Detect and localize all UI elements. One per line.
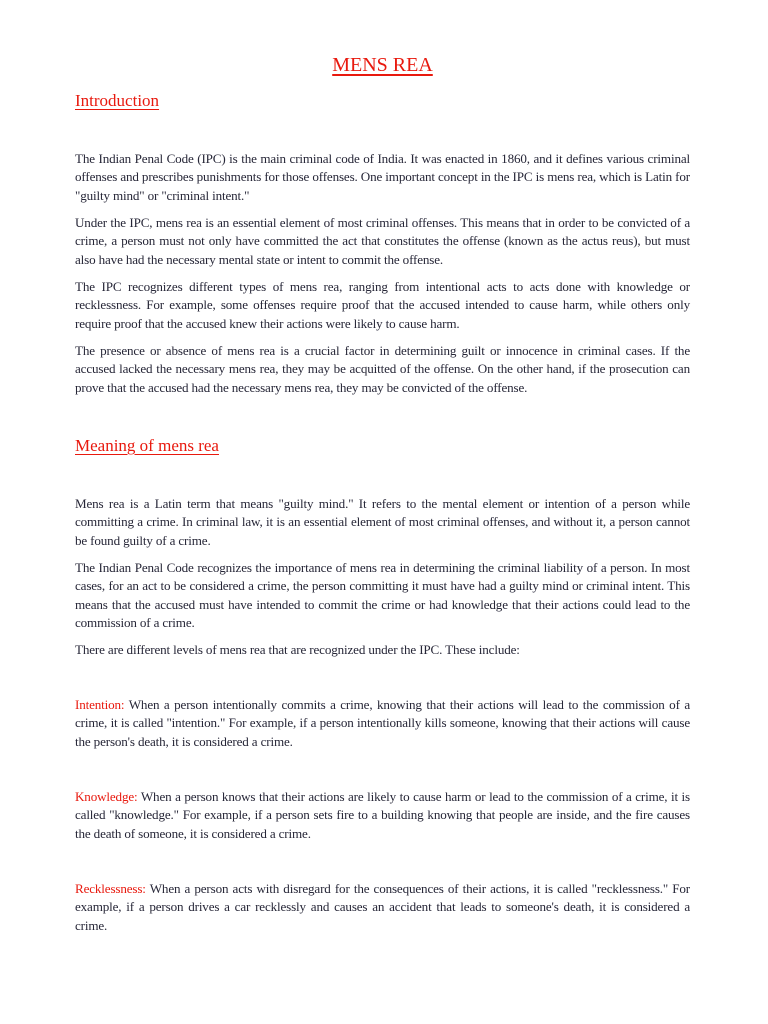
intro-paragraph-2: Under the IPC, mens rea is an essential element of most criminal offenses. This means that in order to be convicted of a crime, a person must not only have committed the act that constitutes the offense (known as the actus reus), but must also have had the necessary mental state or intent to commit the offense. <box>75 215 690 267</box>
level-term-knowledge: Knowledge: <box>75 789 138 804</box>
intro-paragraph-1: The Indian Penal Code (IPC) is the main criminal code of India. It was enacted in 1860, and it defines various criminal offenses and prescribes punishments for those offenses. One important concept in the IPC is mens rea, which is Latin for "guilty mind" or "criminal intent." <box>75 151 690 203</box>
level-item-intention <box>75 696 690 751</box>
level-text-recklessness: When a person acts with disregard for the consequences of their actions, it is called "recklessness." For example, if a person drives a car recklessly and causes an accident that leads to someone's death, it is considered a crime. <box>75 881 690 933</box>
level-term-recklessness: Recklessness: <box>75 881 146 896</box>
section-heading-introduction: Introduction <box>75 91 160 110</box>
meaning-paragraph-3: There are different levels of mens rea that are recognized under the IPC. These include: <box>75 642 520 657</box>
intro-paragraph-3: The IPC recognizes different types of mens rea, ranging from intentional acts to acts done with knowledge or recklessness. For example, some offenses require proof that the accused intended to cause harm, while others only require proof that the accused knew their actions were likely to cause harm. <box>75 279 690 331</box>
document-title: MENS REA <box>332 54 433 76</box>
meaning-paragraph-2: The Indian Penal Code recognizes the importance of mens rea in determining the criminal liability of a person. In most cases, for an act to be considered a crime, the person committing it must have had a guilty mind or criminal intent. This means that the accused must have intended to commit the crime or had knowledge that their actions could lead to the commission of a crime. <box>75 560 690 630</box>
intro-paragraph-4: The presence or absence of mens rea is a crucial factor in determining guilt or innocence in criminal cases. If the accused lacked the necessary mens rea, they may be acquitted of the offense. On the other hand, if the prosecution can prove that the accused had the necessary mens rea, they may be convicted of the offense. <box>75 343 690 395</box>
level-item-knowledge <box>75 788 690 843</box>
meaning-paragraph-1: Mens rea is a Latin term that means "guilty mind." It refers to the mental element or intention of a person while committing a crime. In criminal law, it is an essential element of most criminal offenses, and without it, a person cannot be found guilty of a crime. <box>75 496 690 548</box>
level-text-knowledge: When a person knows that their actions are likely to cause harm or lead to the commission of a crime, it is called "knowledge." For example, if a person sets fire to a building knowing that people are inside, and the fire causes the death of someone, it is considered a crime. <box>75 789 690 841</box>
level-item-recklessness <box>75 880 690 935</box>
level-term-intention: Intention: <box>75 697 125 712</box>
level-text-intention: When a person intentionally commits a crime, knowing that their actions will lead to the commission of a crime, it is called "intention." For example, if a person intentionally kills someone, knowing that their actions will cause the person's death, it is considered a crime. <box>75 697 690 749</box>
section-heading-meaning: Meaning of mens rea <box>75 436 219 455</box>
